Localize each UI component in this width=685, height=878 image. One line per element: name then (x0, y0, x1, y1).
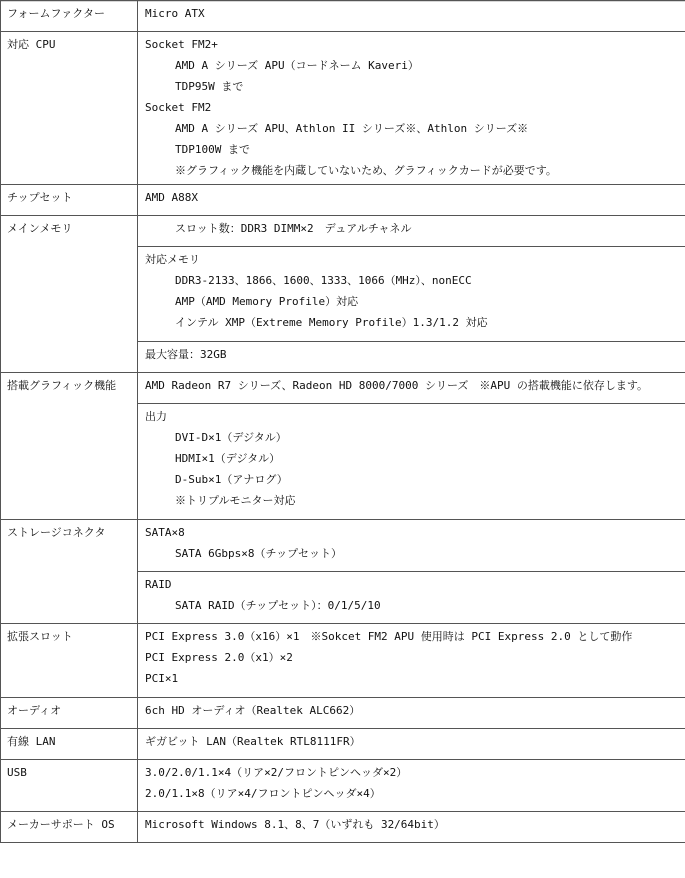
value-chipset: AMD A88X (138, 185, 685, 216)
label-memory: メインメモリ (1, 216, 138, 373)
row-expansion (1, 624, 685, 698)
label-expansion: 拡張スロット (1, 624, 138, 698)
cpu-fm2-apu: AMD A シリーズ APU、Athlon II シリーズ※、Athlon シリーズ※ (175, 122, 529, 135)
label-lan: 有線 LAN (1, 729, 138, 760)
value-memory-max: 最大容量：32GB (138, 342, 685, 373)
cpu-fm2plus-apu: AMD A シリーズ APU（コードネーム Kaveri） (175, 59, 419, 72)
label-audio: オーディオ (1, 698, 138, 729)
label-cpu: 対応 CPU (1, 32, 138, 185)
row-os (1, 812, 685, 843)
row-form-factor (1, 1, 685, 32)
memory-xmp: インテル XMP（Extreme Memory Profile）1.3/1.2 対応 (175, 316, 488, 329)
value-memory-slots (138, 216, 685, 247)
storage-raid-detail: SATA RAID（チップセット）：0/1/5/10 (175, 599, 381, 612)
graphics-triple-note: ※トリプルモニター対応 (175, 494, 296, 507)
graphics-dvi: DVI-D×1（デジタル） (175, 431, 287, 444)
row-cpu (1, 32, 685, 185)
memory-slots: スロット数：DDR3 DIMM×2 デュアルチャネル (175, 222, 412, 235)
value-graphics-gpu: AMD Radeon R7 シリーズ、Radeon HD 8000/7000 シリーズ ※APU の搭載機能に依存します。 (138, 373, 685, 404)
memory-speeds: DDR3-2133、1866、1600、1333、1066（MHz）、nonECC (175, 274, 472, 287)
label-chipset: チップセット (1, 185, 138, 216)
label-graphics: 搭載グラフィック機能 (1, 373, 138, 520)
label-storage: ストレージコネクタ (1, 520, 138, 624)
value-graphics-output (138, 404, 685, 520)
label-os: メーカーサポート OS (1, 812, 138, 843)
cpu-socket-fm2plus: Socket FM2+ (145, 38, 218, 51)
storage-sata-title: SATA×8 (145, 526, 185, 539)
storage-raid-title: RAID (145, 578, 172, 591)
row-storage-sata (1, 520, 685, 572)
row-lan (1, 729, 685, 760)
value-cpu (138, 32, 685, 185)
cpu-graphics-note: ※グラフィック機能を内蔵していないため、グラフィックカードが必要です。 (175, 164, 557, 177)
row-chipset (1, 185, 685, 216)
expansion-pcie2: PCI Express 2.0（x1）×2 (145, 651, 293, 664)
cpu-fm2-tdp: TDP100W まで (175, 143, 250, 156)
value-storage-sata (138, 520, 685, 572)
value-os: Microsoft Windows 8.1、8、7（いずれも 32/64bit） (138, 812, 685, 843)
expansion-pci: PCI×1 (145, 672, 179, 685)
graphics-output-title: 出力 (145, 410, 167, 423)
row-audio (1, 698, 685, 729)
label-usb: USB (1, 760, 138, 812)
value-usb (138, 760, 685, 812)
expansion-pcie3: PCI Express 3.0（x16）×1 ※Sokcet FM2 APU 使用時は PCI Express 2.0 として動作 (145, 630, 633, 643)
row-graphics-gpu (1, 373, 685, 404)
graphics-hdmi: HDMI×1（デジタル） (175, 452, 281, 465)
usb-2: 2.0/1.1×8（リア×4/フロントピンヘッダ×4） (145, 787, 381, 800)
cpu-fm2plus-tdp: TDP95W まで (175, 80, 244, 93)
graphics-dsub: D-Sub×1（アナログ） (175, 473, 288, 486)
storage-sata-detail: SATA 6Gbps×8（チップセット） (175, 547, 343, 560)
value-storage-raid (138, 572, 685, 624)
usb-3: 3.0/2.0/1.1×4（リア×2/フロントピンヘッダ×2） (145, 766, 408, 779)
row-usb (1, 760, 685, 812)
memory-supported-title: 対応メモリ (145, 253, 200, 266)
label-form-factor: フォームファクター (1, 1, 138, 32)
row-memory-slots (1, 216, 685, 247)
value-audio: 6ch HD オーディオ（Realtek ALC662） (138, 698, 685, 729)
value-form-factor: Micro ATX (138, 1, 685, 32)
value-memory-supported (138, 247, 685, 342)
value-expansion (138, 624, 685, 698)
memory-amp: AMP（AMD Memory Profile）対応 (175, 295, 359, 308)
cpu-socket-fm2: Socket FM2 (145, 101, 212, 114)
value-lan: ギガビット LAN（Realtek RTL8111FR） (138, 729, 685, 760)
